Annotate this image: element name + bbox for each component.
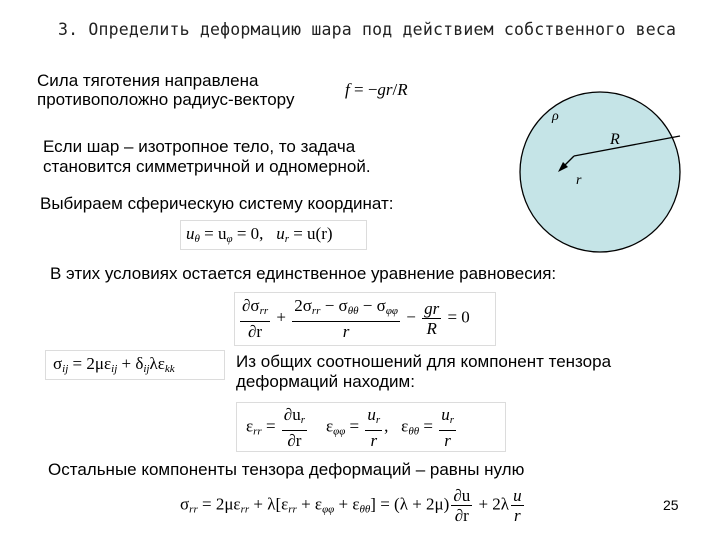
- phi-sub: φ: [226, 233, 233, 245]
- sigma-den2: r: [514, 506, 521, 525]
- s3-num: u: [441, 405, 450, 424]
- sigma-rhs3-sub: φφ: [322, 503, 335, 516]
- hooke-rhs3: λε: [149, 354, 165, 373]
- hooke-rhs3-sub: kk: [164, 363, 175, 375]
- strain-text-line2: деформаций находим:: [236, 372, 415, 391]
- s1-frac: [282, 405, 307, 450]
- s2-frac: [365, 405, 382, 450]
- equilibrium-text: В этих условиях остается единственное уравнение равновесия:: [50, 264, 557, 283]
- u-r-rhs: = u(r): [293, 224, 333, 243]
- eq-term2-mid: − σ: [320, 296, 348, 315]
- sigma-rhs1-sub: rr: [240, 503, 250, 516]
- sphere-circle: [520, 92, 680, 252]
- u-r: u: [276, 224, 285, 243]
- sigma-rhs5: ] = (λ + 2μ): [370, 494, 450, 514]
- eq-term2: [292, 296, 400, 341]
- s1-lhs-sub: rr: [253, 425, 262, 438]
- s2-eq: =: [349, 416, 360, 436]
- eq-term1: [240, 296, 270, 341]
- hooke-sigma: σ: [53, 354, 63, 373]
- s1-den: ∂r: [287, 431, 302, 450]
- sigma-rhs2: + λ[ε: [249, 494, 289, 514]
- eq-end: = 0: [447, 307, 470, 327]
- sigma-rhs3: + ε: [296, 494, 323, 514]
- sigma-rhs4-sub: θθ: [359, 503, 371, 516]
- s1-num: ∂u: [283, 405, 301, 424]
- u-theta: u: [186, 224, 195, 243]
- s2-num-sub: r: [375, 414, 381, 426]
- equilibrium-formula: [238, 296, 470, 341]
- eq-term3-num: gr: [424, 299, 440, 318]
- sigma-rhs1: = 2με: [197, 494, 241, 514]
- s3-num-sub: r: [449, 414, 454, 426]
- r-sub: r: [284, 233, 289, 245]
- slide-title: 3. Определить деформацию шара под действием собственного веса: [58, 20, 677, 39]
- rest-text: Остальные компоненты тензора деформаций – равны нулю: [48, 460, 525, 479]
- hooke-rhs1-sub: ij: [111, 363, 118, 375]
- s3-den: r: [444, 431, 451, 450]
- theta-sub: θ: [194, 233, 200, 245]
- hooke-formula: [53, 354, 175, 375]
- s2-lhs-sub: φφ: [333, 425, 346, 438]
- hooke-rhs2-sub: ij: [143, 363, 150, 375]
- sigma-rr-formula: [180, 486, 526, 525]
- sigma-plus: + 2λ: [474, 494, 510, 514]
- hooke-sub: ij: [62, 363, 69, 375]
- hooke-rhs2: + δ: [117, 354, 144, 373]
- eq-term2-sub1: rr: [311, 305, 321, 317]
- u-eq1: = u: [204, 224, 227, 243]
- eq-term3: [422, 299, 441, 338]
- s2-den: r: [370, 431, 378, 450]
- sigma-lhs-sub: rr: [189, 503, 198, 516]
- eq-minus: −: [406, 307, 416, 327]
- eq-term1-den: ∂r: [248, 322, 263, 341]
- f-eq: = −: [353, 80, 378, 99]
- sigma-lhs: σ: [180, 494, 190, 514]
- gravity-text-line2: противоположно радиус-вектору: [37, 90, 295, 109]
- f-slash: /: [392, 80, 398, 99]
- f-num: gr: [377, 80, 393, 99]
- gravity-formula: [345, 80, 408, 100]
- isotropic-text-line1: Если шар – изотропное тело, то задача: [43, 137, 356, 156]
- eq-term2-sub3: φφ: [385, 305, 398, 317]
- s3-lhs-sub: θθ: [408, 425, 420, 438]
- eq-term1-sub: rr: [259, 305, 269, 317]
- s2-lhs: ε: [325, 416, 334, 436]
- s3-eq: =: [423, 416, 433, 436]
- eq-term2-den: r: [342, 322, 350, 341]
- R-label: R: [610, 131, 620, 148]
- s1-eq: =: [265, 416, 276, 436]
- s1-lhs: ε: [246, 416, 254, 436]
- u-eq2: = 0,: [236, 224, 264, 243]
- eq-term1-num: ∂σ: [242, 296, 260, 315]
- sigma-num2: u: [513, 486, 522, 505]
- gravity-text-line1: Сила тяготения направлена: [37, 71, 259, 90]
- s1-num-sub: r: [300, 414, 305, 426]
- hooke-rhs1: = 2με: [68, 354, 112, 373]
- eq-term2-end: − σ: [358, 296, 386, 315]
- strain-formulas: [246, 405, 458, 450]
- eq-term2-a: 2σ: [294, 296, 312, 315]
- s3-frac: [439, 405, 456, 450]
- sigma-rhs4: + ε: [334, 494, 360, 514]
- eq-term2-sub2: θθ: [347, 305, 359, 317]
- coords-formula: [186, 224, 333, 245]
- s2-num: u: [367, 405, 376, 424]
- f-den: R: [397, 80, 408, 99]
- sigma-num: ∂u: [453, 486, 471, 505]
- sigma-frac2: [511, 486, 524, 525]
- s3-lhs: ε: [401, 416, 409, 436]
- strain-text-line1: Из общих соотношений для компонент тензора: [236, 352, 612, 371]
- f-symbol: f: [345, 80, 350, 99]
- eq-term3-den: R: [426, 319, 437, 338]
- s2-comma: ,: [384, 416, 389, 436]
- page-number: 25: [663, 497, 679, 513]
- coords-text: Выбираем сферическую систему координат:: [40, 194, 394, 213]
- sigma-frac1: [451, 486, 472, 525]
- r-label: r: [576, 173, 582, 188]
- sigma-rhs2-sub: rr: [288, 503, 297, 516]
- eq-plus: +: [276, 307, 286, 327]
- rho-label: ρ: [552, 109, 559, 124]
- sphere-diagram: [512, 84, 688, 260]
- sigma-den: ∂r: [454, 506, 469, 525]
- isotropic-text-line2: становится симметричной и одномерной.: [43, 157, 371, 176]
